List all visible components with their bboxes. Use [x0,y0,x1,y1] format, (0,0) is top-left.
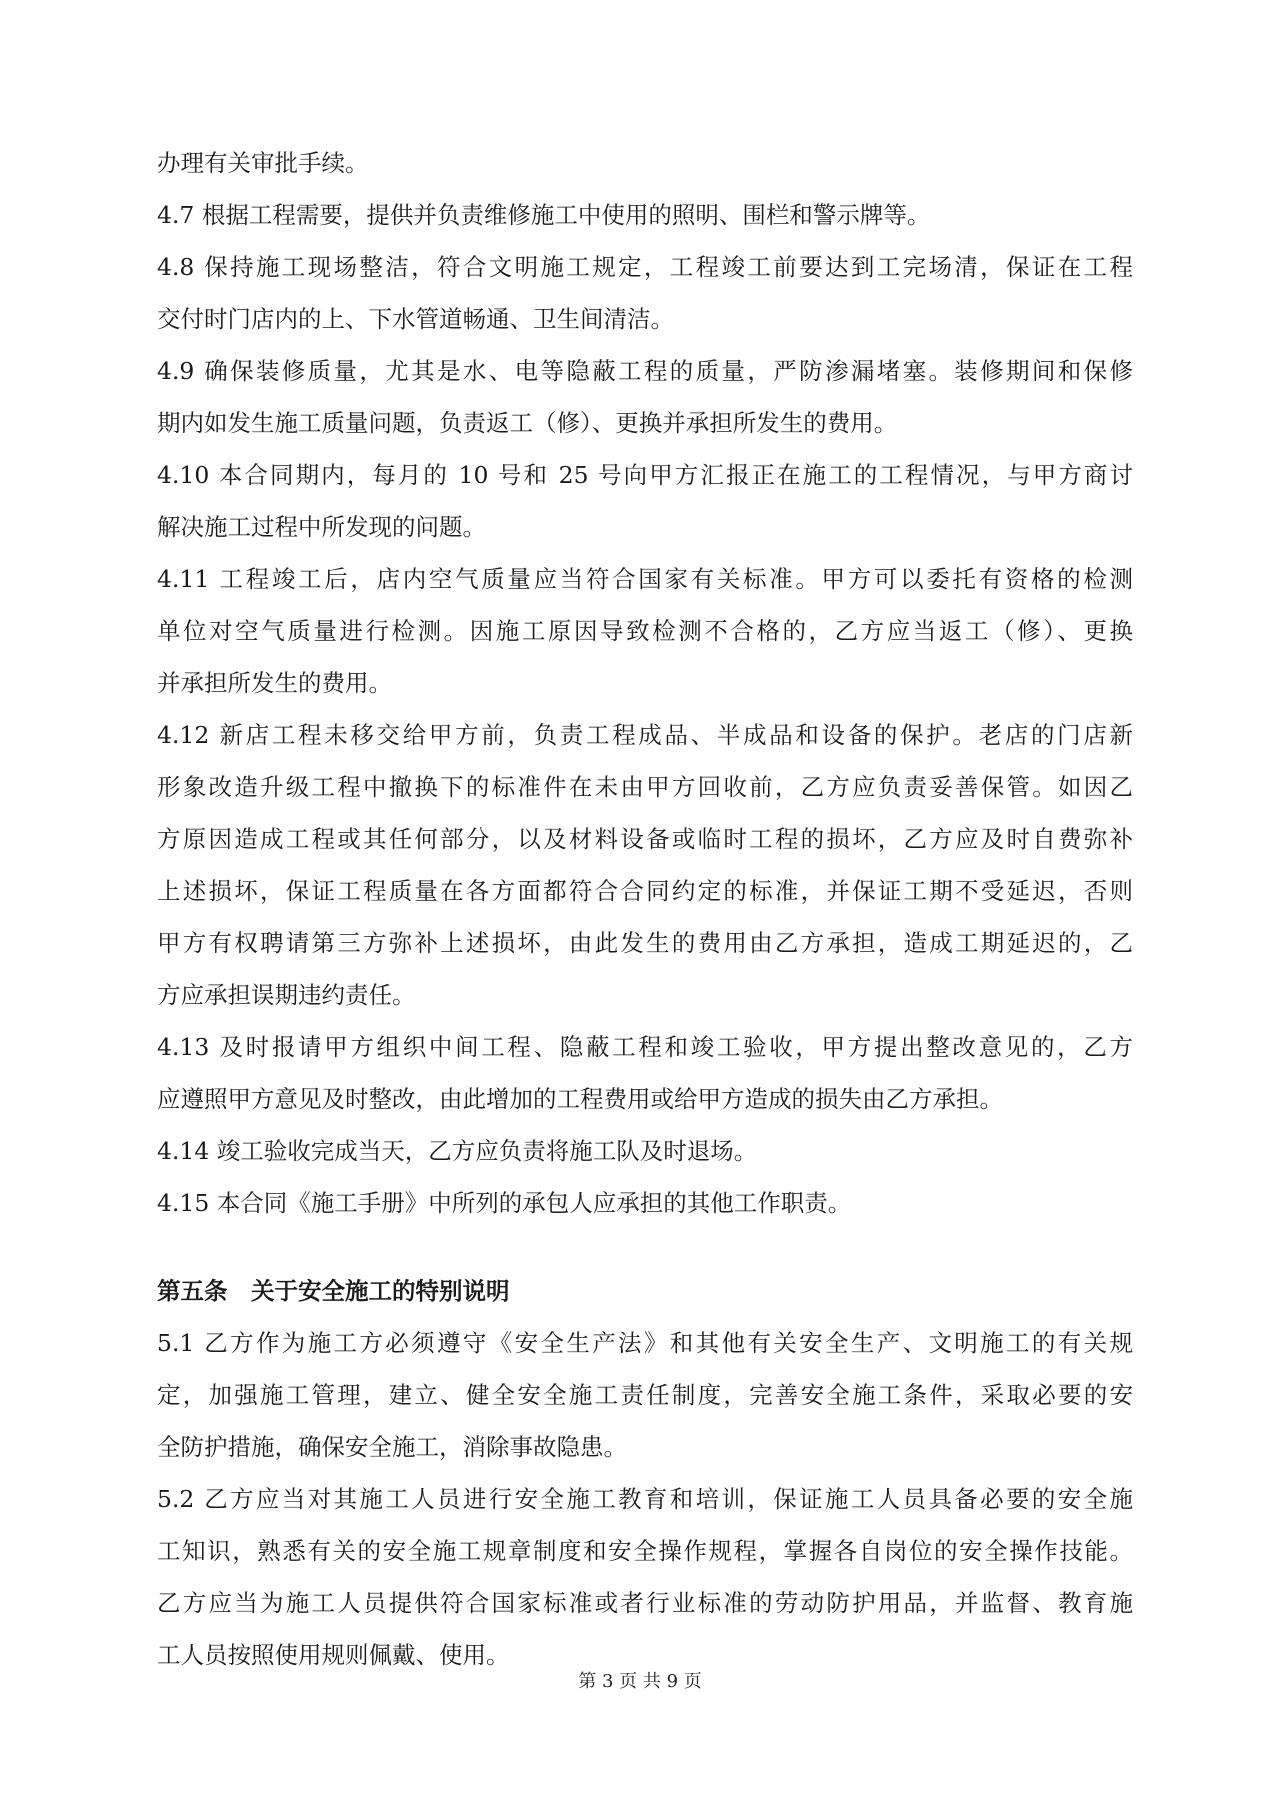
text-line: 单位对空气质量进行检测。因施工原因导致检测不合格的，乙方应当返工（修）、更换 [157,617,1133,645]
text-line: 工人员按照使用规则佩戴、使用。 [157,1641,510,1669]
clause-paragraph [157,561,1133,717]
text-line: 交付时门店内的上、下水管道畅通、卫生间清洁。 [157,305,674,333]
text-line: 方应承担误期违约责任。 [157,981,416,1009]
text-line: 工知识，熟悉有关的安全施工规章制度和安全操作规程，掌握各自岗位的安全操作技能。 [157,1537,1133,1565]
page-footer: 第 3 页 共 9 页 [578,1671,702,1692]
text-line: 定，加强施工管理，建立、健全安全施工责任制度，完善安全施工条件，采取必要的安 [157,1381,1133,1409]
clause-paragraph [157,1481,1133,1689]
clause-paragraph [157,197,1133,249]
text-line: 4.10 本合同期内，每月的 10 号和 25 号向甲方汇报正在施工的工程情况，与甲方商讨 [157,461,1133,489]
text-line: 5.2 乙方应当对其施工人员进行安全施工教育和培训，保证施工人员具备必要的安全施 [157,1485,1133,1513]
clause-paragraph [157,457,1133,561]
text-line: 期内如发生施工质量问题，负责返工（修）、更换并承担所发生的费用。 [157,409,898,437]
clause-paragraph [157,1029,1133,1133]
clause-paragraph [157,353,1133,457]
section-heading: 第五条 关于安全施工的特别说明 [157,1277,510,1305]
text-line: 乙方应当为施工人员提供符合国家标准或者行业标准的劳动防护用品，并监督、教育施 [157,1589,1133,1617]
text-line: 4.7 根据工程需要，提供并负责维修施工中使用的照明、围栏和警示牌等。 [157,201,931,229]
text-line: 4.9 确保装修质量，尤其是水、电等隐蔽工程的质量，严防渗漏堵塞。装修期间和保修 [157,357,1133,385]
text-line: 5.1 乙方作为施工方必须遵守《安全生产法》和其他有关安全生产、文明施工的有关规 [157,1329,1133,1357]
text-line: 4.11 工程竣工后，店内空气质量应当符合国家有关标准。甲方可以委托有资格的检测 [157,565,1133,593]
text-line: 4.8 保持施工现场整洁，符合文明施工规定，工程竣工前要达到工完场清，保证在工程 [157,253,1133,281]
text-line: 甲方有权聘请第三方弥补上述损坏，由此发生的费用由乙方承担，造成工期延迟的，乙 [157,929,1133,957]
clause-paragraph [157,1185,1133,1237]
text-line: 4.15 本合同《施工手册》中所列的承包人应承担的其他工作职责。 [157,1189,852,1217]
clause-paragraph [157,1325,1133,1481]
text-line: 解决施工过程中所发现的问题。 [157,513,486,541]
text-line: 全防护措施，确保安全施工，消除事故隐患。 [157,1433,627,1461]
text-line: 应遵照甲方意见及时整改，由此增加的工程费用或给甲方造成的损失由乙方承担。 [157,1085,1003,1113]
text-line: 4.13 及时报请甲方组织中间工程、隐蔽工程和竣工验收，甲方提出整改意见的，乙方 [157,1033,1133,1061]
clauses-5 [157,1325,1133,1689]
text-line: 上述损坏，保证工程质量在各方面都符合合同约定的标准，并保证工期不受延迟，否则 [157,877,1133,905]
clauses-4 [157,145,1133,1237]
clause-paragraph [157,145,1133,197]
clause-paragraph [157,1133,1133,1185]
text-line: 办理有关审批手续。 [157,149,369,177]
clause-paragraph [157,249,1133,353]
clause-paragraph [157,717,1133,1029]
text-line: 4.14 竣工验收完成当天，乙方应负责将施工队及时退场。 [157,1137,758,1165]
text-line: 并承担所发生的费用。 [157,669,392,697]
text-line: 4.12 新店工程未移交给甲方前，负责工程成品、半成品和设备的保护。老店的门店新 [157,721,1133,749]
text-line: 形象改造升级工程中撤换下的标准件在未由甲方回收前，乙方应负责妥善保管。如因乙 [157,773,1133,801]
text-line: 方原因造成工程或其任何部分，以及材料设备或临时工程的损坏，乙方应及时自费弥补 [157,825,1133,853]
